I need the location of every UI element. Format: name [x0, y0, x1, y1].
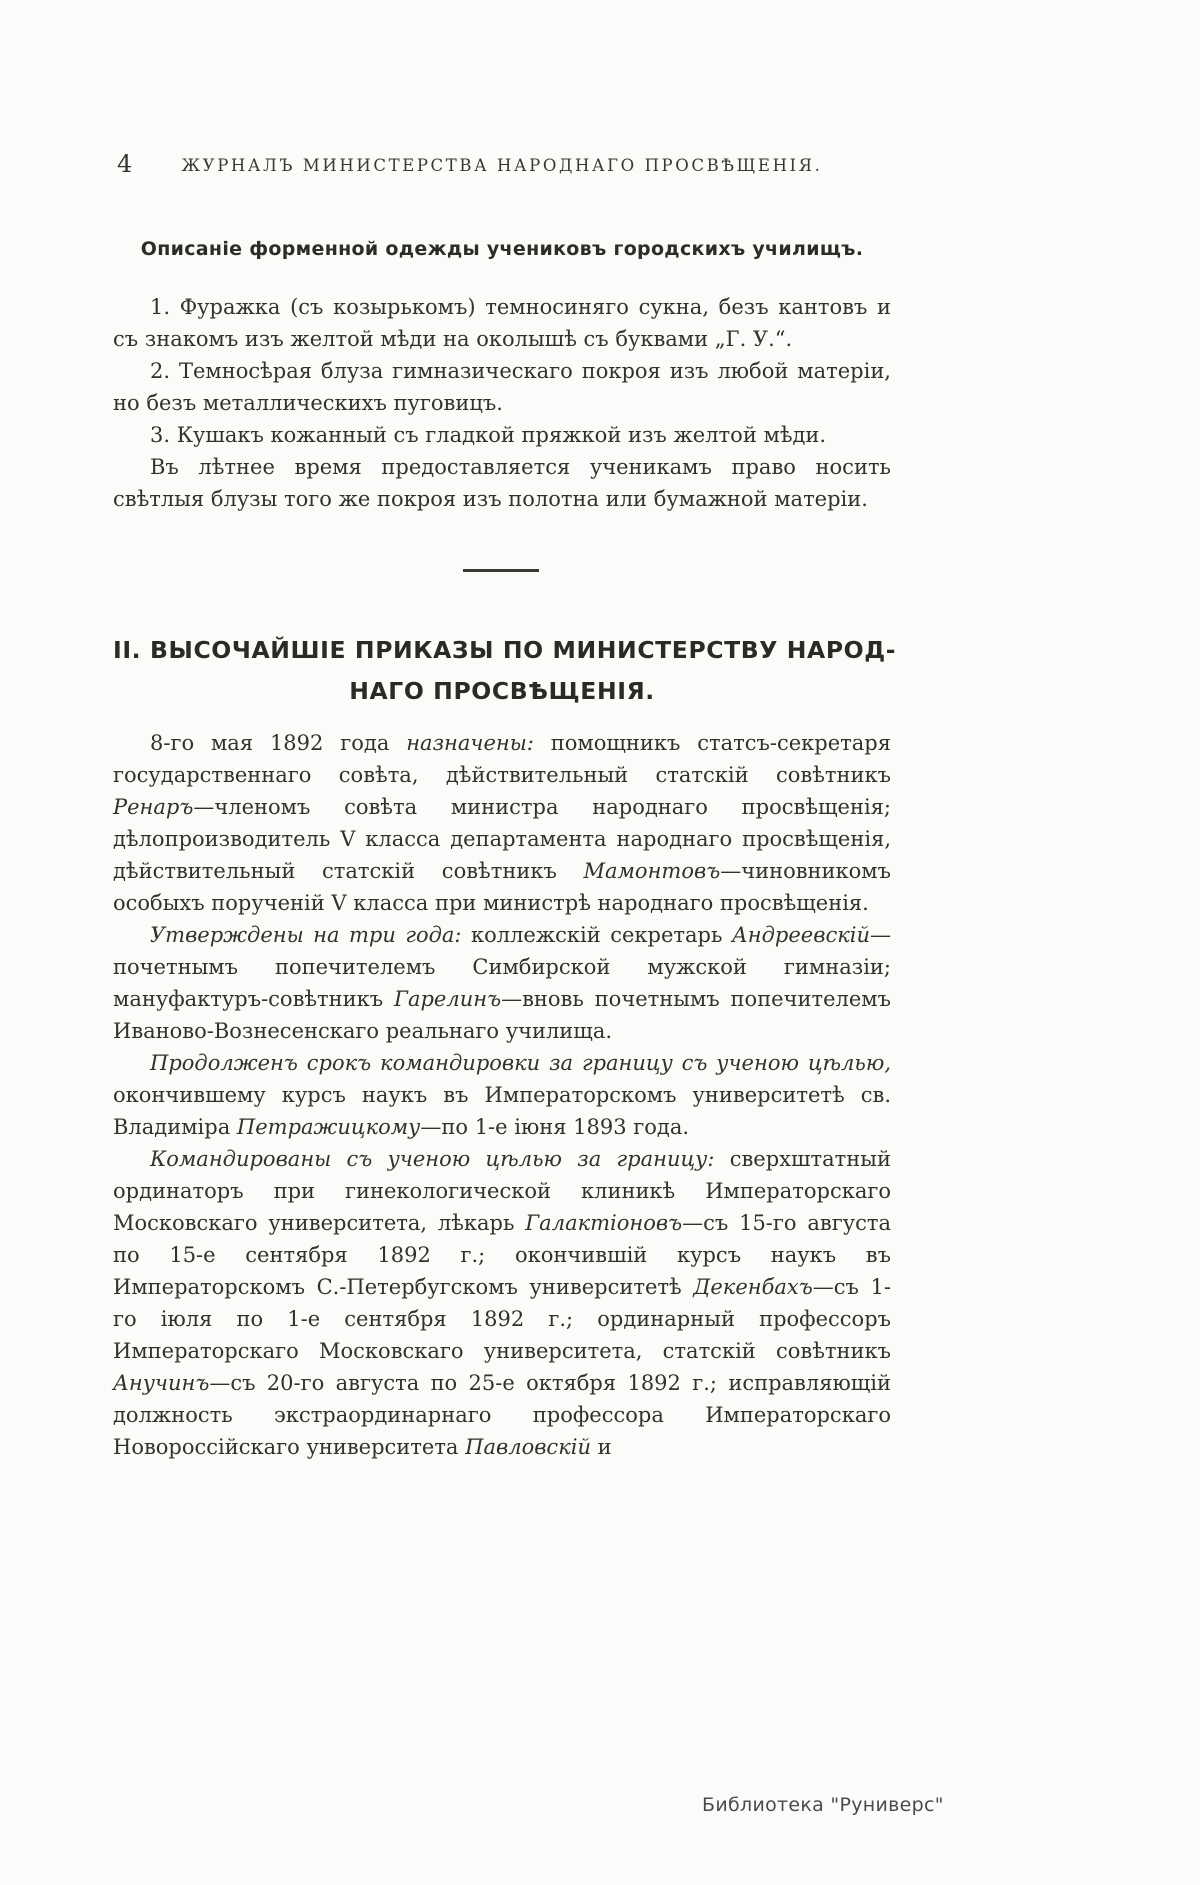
orders-heading-line-2: НАГО ПРОСВѢЩЕНІЯ.	[349, 677, 655, 705]
confirmations-paragraph: Утверждены на три года: коллежскій секретарь Андреевскій— почетнымъ попечителемъ Симбирской мужской гимназіи; мануфактуръ-совѣтникъ Гарелинъ—вновь почетнымъ попечителемъ Иваново-Вознесенскаго реальнаго училища.	[113, 923, 892, 1043]
uniform-item-cap: 1. Фуражка (съ козырькомъ) темносиняго сукна, безъ кантовъ и съ знакомъ изъ желтой мѣди на околышѣ съ буквами „Г. У.“.	[113, 295, 891, 351]
appointments-paragraph: 8-го мая 1892 года назначены: помощникъ статсъ-секретаря государственнаго совѣта, дѣйствительный статскій совѣтникъ Ренаръ—членомъ совѣта министра народнаго просвѣщенія; дѣлопроизводитель V класса департамента народнаго просвѣщенія, дѣйствительный статскій совѣтникъ Мамонтовъ—чиновникомъ особыхъ порученій V класса при министрѣ народнаго просвѣщенія.	[113, 731, 891, 915]
extension-paragraph: Продолженъ срокъ командировки за границу съ ученою цѣлью, окончившему курсъ наукъ въ Императорскомъ университетѣ св. Владиміра Петражицкому—по 1-е іюня 1893 года.	[113, 1051, 891, 1139]
journal-running-title: ЖУРНАЛЪ МИНИСТЕРСТВА НАРОДНАГО ПРОСВѢЩЕНІЯ.	[181, 156, 823, 175]
uniform-summer-note: Въ лѣтнее время предоставляется ученикамъ право носить свѣтлыя блузы того же покроя изъ полотна или бумажной матеріи.	[113, 455, 891, 511]
secondments-paragraph: Командированы съ ученою цѣлью за границу: сверхштатный ординаторъ при гинекологической клиникѣ Императорскаго Московскаго университета, лѣкарь Галактіоновъ—съ 15-го августа по 15-е сентября 1892 г.; окончившій курсъ наукъ въ Императорскомъ С.-Петербугскомъ университетѣ Декенбахъ—съ 1-го іюля по 1-е сентября 1892 г.; ординарный профессоръ Императорскаго Московскаго университета, статскій совѣтникъ Анучинъ—съ 20-го августа по 25-е октября 1892 г.; исправляющій должность экстраординарнаго профессора Императорскаго Новороссійскаго университета Павловскій и	[113, 1147, 891, 1459]
orders-section-heading	[113, 630, 897, 712]
page-header	[113, 150, 891, 182]
uniform-item-belt: 3. Кушакъ кожанный съ гладкой пряжкой изъ желтой мѣди.	[150, 423, 827, 447]
orders-heading-line-1: II. ВЫСОЧАЙШІЕ ПРИКАЗЫ ПО МИНИСТЕРСТВУ НАРОД-	[113, 636, 897, 664]
orders-text	[113, 727, 891, 1463]
section-divider	[463, 569, 539, 572]
uniform-description-heading: Описаніе форменной одежды учениковъ городскихъ училищъ.	[140, 238, 864, 260]
uniform-description-text	[113, 291, 891, 515]
page-number: 4	[117, 150, 133, 178]
uniform-item-blouse: 2. Темносѣрая блуза гимназическаго покроя изъ любой матеріи, но безъ металлическихъ пуговицъ.	[113, 359, 891, 415]
library-watermark: Библиотека "Руниверс"	[702, 1794, 944, 1816]
